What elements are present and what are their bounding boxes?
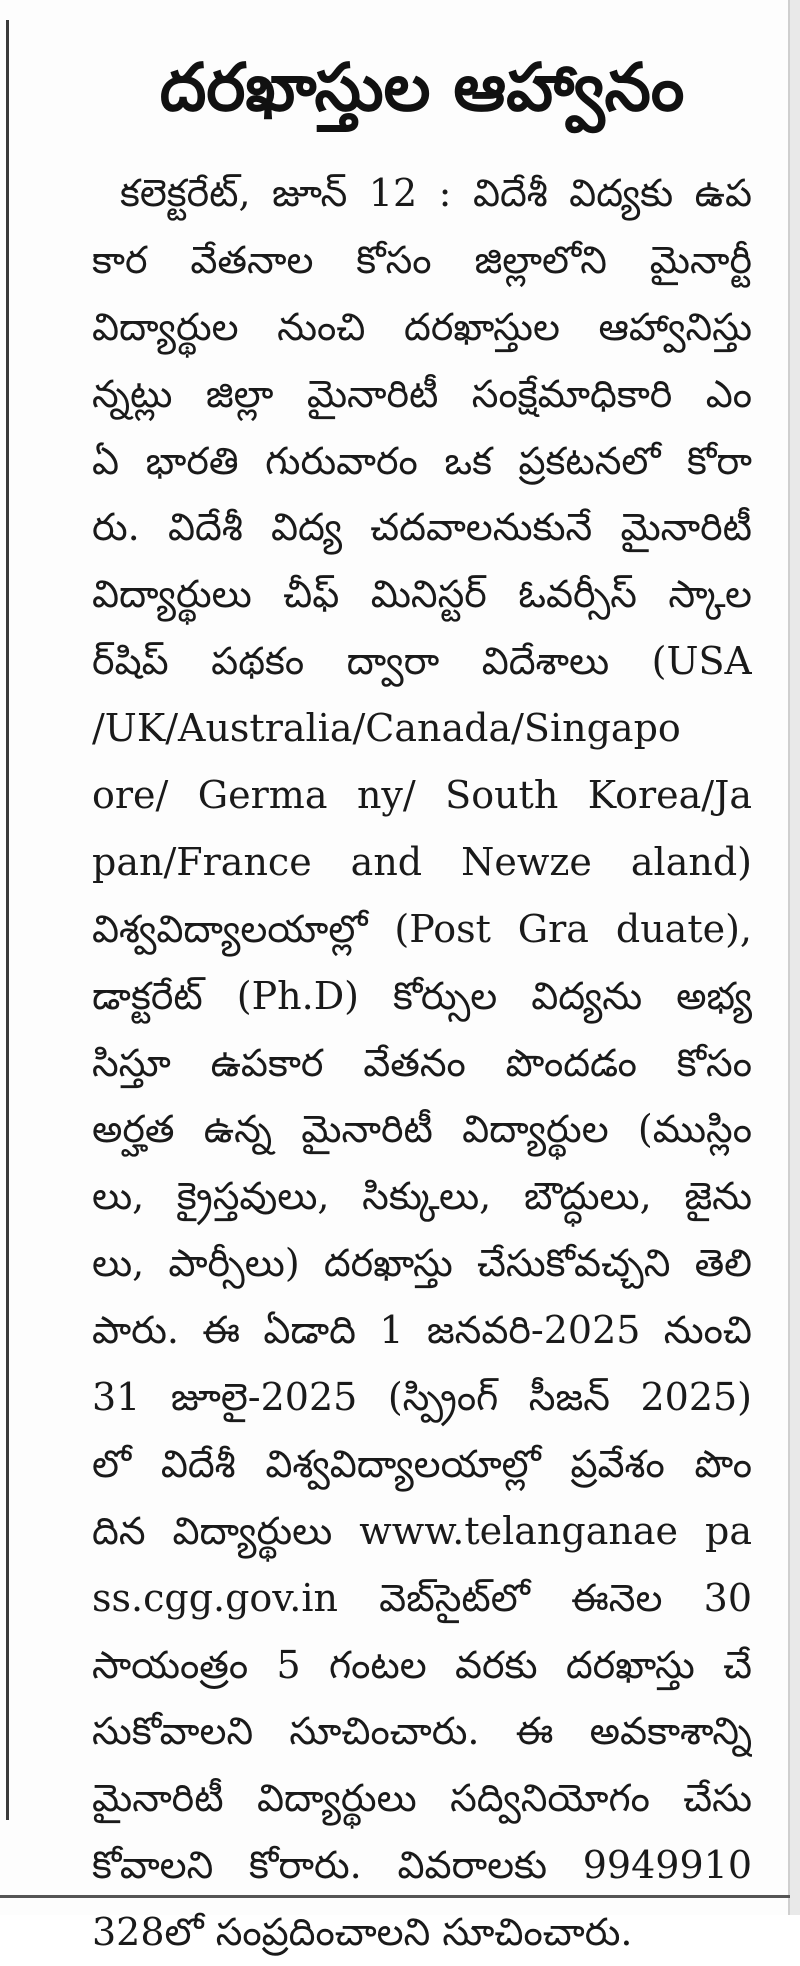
article-line: న్నట్లు జిల్లా మైనారిటీ సంక్షేమాధికారి ఎం (92, 371, 752, 416)
news-article (92, 38, 752, 1966)
article-line: కలెక్టరేట్, జూన్ 12 : విదేశీ విద్యకు ఉప (120, 171, 752, 215)
article-line: సుకోవాలని సూచించారు. ఈ అవకాశాన్ని (92, 1709, 752, 1754)
article-line: విద్యార్థులు చీఫ్ మినిస్టర్ ఓవర్సీస్ స్కాల (92, 572, 752, 617)
article-line: కోవాలని కోరారు. వివరాలకు 9949910 (92, 1843, 752, 1888)
article-line: విద్యార్థుల నుంచి దరఖాస్తుల ఆహ్వానిస్తు (92, 304, 752, 349)
article-line: /UK/Australia/Canada/Singapo (92, 706, 681, 751)
article-line: సిస్తూ ఉపకార వేతనం పొందడం కోసం (92, 1040, 752, 1085)
page-edge-right (788, 0, 800, 1915)
article-line: ss.cgg.gov.in వెబ్‌సైట్‌లో ఈనెల 30 (92, 1575, 752, 1620)
article-line: డాక్టరేట్ (Ph.D) కోర్సుల విద్యను అభ్య (92, 973, 752, 1018)
article-line: కార వేతనాల కోసం జిల్లాలోని మైనార్టీ (92, 237, 752, 282)
column-rule-left (6, 20, 9, 1820)
article-line: 328లో సంప్రదించాలని సూచించారు. (92, 1910, 633, 1955)
article-line: లో విదేశీ విశ్వవిద్యాలయాల్లో ప్రవేశం పొం (92, 1441, 752, 1486)
article-line: మైనారిటీ విద్యార్థులు సద్వినియోగం చేసు (92, 1776, 752, 1821)
article-line: విశ్వవిద్యాలయాల్లో (Post Gra duate), (92, 906, 752, 951)
article-headline: దరఖాస్తుల ఆహ్వానం (159, 49, 685, 126)
article-line: అర్హత ఉన్న మైనారిటీ విద్యార్థుల (ముస్లిం (92, 1107, 752, 1152)
article-line: లు, పార్సీలు) దరఖాస్తు చేసుకోవచ్చని తెలి (92, 1241, 752, 1286)
article-line: ore/ Germa ny/ South Korea/Ja (92, 773, 752, 818)
article-line: 31 జూలై-2025 (స్ప్రింగ్ సీజన్ 2025) (92, 1375, 752, 1420)
article-line: దిన విద్యార్థులు www.telanganae pa (92, 1508, 752, 1553)
article-line: ఏ భారతి గురువారం ఒక ప్రకటనలో కోరా (92, 438, 752, 483)
article-line: pan/France and Newze aland) (92, 839, 752, 884)
article-line: ర్‌షిప్ పథకం ద్వారా విదేశాలు (USA (92, 639, 752, 684)
article-line: పారు. ఈ ఏడాది 1 జనవరి-2025 నుంచి (92, 1308, 752, 1353)
article-body (92, 160, 752, 1966)
article-line: రు. విదేశీ విద్య చదవాలనుకునే మైనారిటీ (92, 505, 752, 550)
article-line: లు, క్రైస్తవులు, సిక్కులు, బౌద్ధులు, జైను (92, 1174, 752, 1219)
article-line: సాయంత్రం 5 గంటల వరకు దరఖాస్తు చే (92, 1642, 752, 1687)
